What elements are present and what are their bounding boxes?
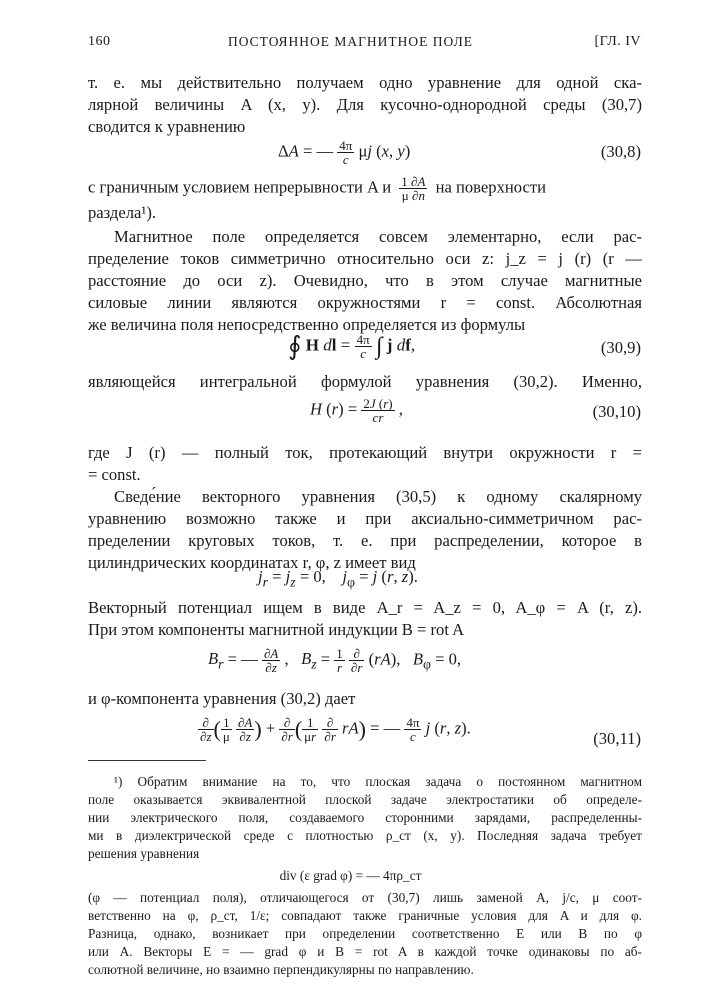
- equation-30-10: H (r) = $\frac{2J (r)}{cr}$ ,: [310, 396, 403, 425]
- text-line: и φ-компонента уравнения (30,2) дает: [88, 689, 356, 708]
- footnote-line: нии электрического поля, создаваемого сторонними зарядами, распределенны-: [88, 810, 642, 825]
- text-line: Сведе́ние векторного уравнения (30,5) к одному скалярному: [114, 487, 642, 506]
- equation-30-9: ∮ H dl = $\frac{4\pi}{c}$ ∫ j df,: [288, 331, 416, 361]
- text-line: лярной величины A (x, y). Для кусочно-однородной среды (30,7): [88, 95, 642, 114]
- page-number: 160: [88, 34, 111, 49]
- text-line: Векторный потенциал ищем в виде A_r = A_z = 0, A_φ = A (r, z).: [88, 598, 642, 617]
- footnote-line: решения уравнения: [88, 846, 200, 861]
- equation-induction: $B_r$ = — $\frac{\partial A}{\partial z}$ , $B_z$ = $\frac{1}{r}$ $\frac{\partial}{\partial r}$ (rA), $B_\varphi = 0$,: [208, 646, 462, 675]
- text-line: силовые линии являются окружностями r = const. Абсолютная: [88, 293, 642, 312]
- footnote-line: солютной величине, но взаимно перпендикулярны по направлению.: [88, 962, 474, 977]
- footnote-line: или A. Векторы E = — grad φ и B = rot A в каждой точке одинаковы по аб-: [88, 944, 642, 959]
- text-line: являющейся интегральной формулой уравнения (30,2). Именно,: [88, 372, 642, 391]
- text-line: цилиндрических координатах r, φ, z имеет вид: [88, 553, 416, 572]
- footnote-line: ¹) Обратим внимание на то, что плоская задача о постоянном магнитном: [114, 774, 642, 789]
- footnote-line: ми в диэлектрической среде с плотностью ρ_ст (x, y). Последняя задача требует: [88, 828, 642, 843]
- equation-30-8: ΔA = — $\frac{4\pi}{c}$ μj (x, y): [278, 138, 411, 167]
- text-line: пределение токов симметрично относительно оси z: j_z = j (r) (r —: [88, 249, 642, 268]
- text-line: уравнению возможно также и при аксиально-симметричном рас-: [88, 509, 642, 528]
- equation-currents: $j_r = j_z = 0$, $j_\varphi = j$ (r, z).: [258, 567, 418, 590]
- text-line-boundary: [88, 175, 642, 202]
- text-line: При этом компоненты магнитной индукции B = rot A: [88, 620, 465, 639]
- text-line: же величина поля непосредственно определяется из формулы: [88, 315, 526, 334]
- running-title: ПОСТОЯННОЕ МАГНИТНОЕ ПОЛЕ: [227, 34, 474, 49]
- text-line: расстояние до оси z). Очевидно, что в этом случае магнитные: [88, 271, 642, 290]
- text-line: сводится к уравнению: [88, 117, 246, 136]
- equation-number: (30,9): [600, 338, 641, 357]
- text-line: раздела¹).: [88, 203, 157, 222]
- equation-number: (30,10): [592, 402, 641, 421]
- text-fragment: с граничным условием непрерывности A и: [88, 177, 392, 197]
- footnote-rule: [88, 760, 206, 761]
- text-line: где J (r) — полный ток, протекающий внутри окружности r =: [88, 443, 642, 462]
- chapter-label: [ГЛ. IV: [594, 34, 641, 49]
- footnote-line: (φ — потенциал поля), отличающегося от (30,7) лишь заменой A, j/c, μ соот-: [88, 890, 642, 905]
- fraction-dA-dn: $\frac{1 \partial A}{\mu \partial n}$: [401, 174, 426, 203]
- equation-number: (30,11): [593, 729, 641, 748]
- text-line: т. е. мы действительно получаем одно уравнение для одной ска-: [88, 73, 642, 92]
- footnote-line: Разница, однако, возникает при определении соответственно E или B по φ: [88, 926, 642, 941]
- text-line: Магнитное поле определяется совсем элементарно, если рас-: [114, 227, 642, 246]
- footnote-line: ветственно на φ, ρ_ст, 1/ε; совпадают также граничные условия для A и для φ.: [88, 908, 642, 923]
- equation-30-11: $\frac{\partial}{\partial z}$ ( $\frac{1}{\mu}$ $\frac{\partial A}{\partial z}$ ) + $\frac{\partial}{\partial r}$ ( $\frac{1}{\mu r}$ $\frac{\partial}{\partial r}$ rA) = — $\frac{4\pi}{c}$ j (r, z).: [200, 715, 471, 744]
- text-line: = const.: [88, 465, 141, 484]
- text-line: пределении круговых токов, т. е. при распределении, которое в: [88, 531, 642, 550]
- text-fragment: на поверхности: [435, 177, 546, 197]
- footnote-equation: div (ε grad φ) = — 4πρ_ст: [279, 868, 422, 883]
- equation-number: (30,8): [600, 142, 641, 161]
- footnote-line: поле оказывается эквивалентной плоской задаче электростатики об определе-: [88, 792, 642, 807]
